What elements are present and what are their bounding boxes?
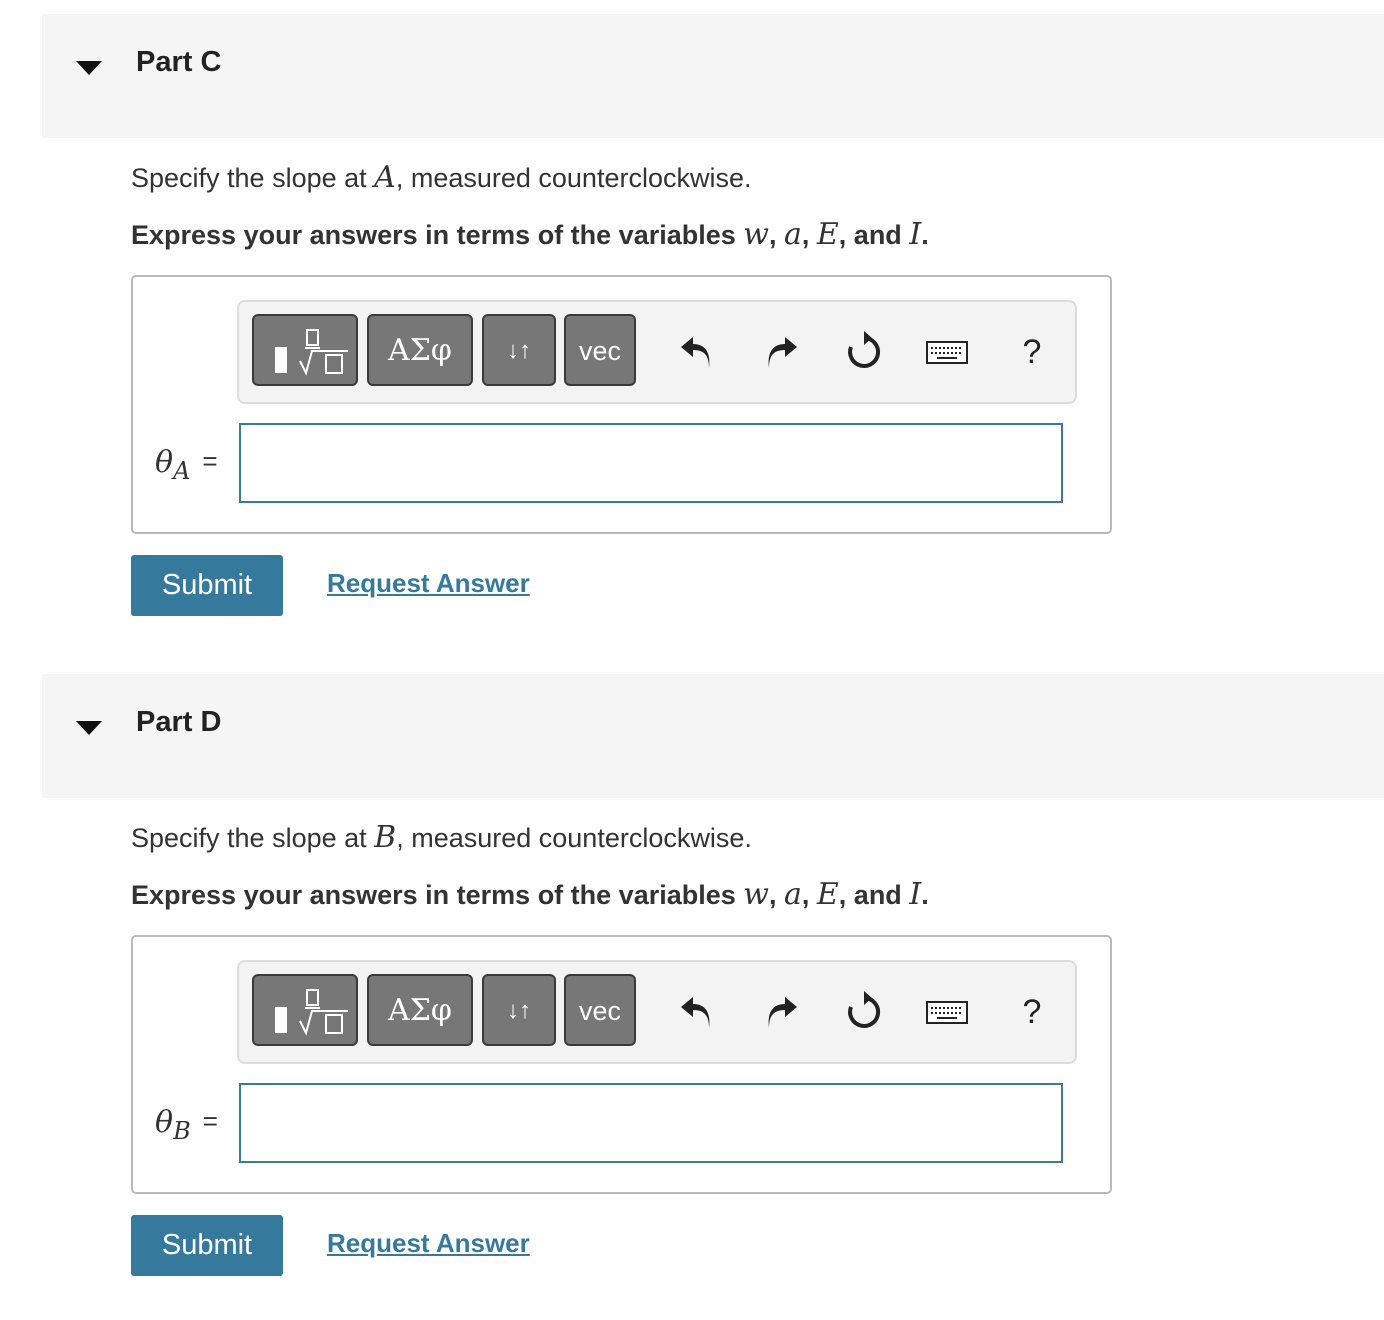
greek-symbols-button[interactable]: ΑΣφ <box>367 314 473 386</box>
answer-box <box>131 275 1112 534</box>
answer-label: $\theta_A$ = <box>155 445 218 485</box>
submit-button[interactable]: Submit <box>131 1215 283 1276</box>
part-header[interactable] <box>42 674 1384 798</box>
request-answer-link[interactable]: Request Answer <box>327 1228 530 1258</box>
answer-label: $\theta_B$ = <box>155 1105 218 1145</box>
collapse-caret-icon[interactable] <box>76 721 102 735</box>
keyboard-icon[interactable] <box>925 330 969 374</box>
greek-symbols-button[interactable]: ΑΣφ <box>367 974 473 1046</box>
part-header[interactable] <box>42 14 1384 138</box>
math-toolbar <box>237 300 1077 404</box>
submit-button[interactable]: Submit <box>131 555 283 616</box>
redo-icon[interactable] <box>759 330 803 374</box>
vec-button[interactable]: vec <box>564 974 636 1046</box>
undo-icon[interactable] <box>675 330 719 374</box>
keyboard-icon[interactable] <box>925 990 969 1034</box>
question-prompt: Specify the slope at B, measured counterclockwise. <box>131 820 752 855</box>
part-d <box>0 660 1384 1320</box>
collapse-caret-icon[interactable] <box>76 61 102 75</box>
answer-instructions: Express your answers in terms of the variables w, a, E, and I. <box>131 217 929 252</box>
templates-icon <box>260 317 362 385</box>
reset-icon[interactable] <box>842 990 886 1034</box>
answer-input[interactable] <box>239 1083 1063 1163</box>
undo-icon[interactable] <box>675 990 719 1034</box>
answer-input[interactable] <box>239 423 1063 503</box>
templates-button[interactable] <box>252 974 358 1046</box>
arrows-button[interactable]: ↓↑ <box>482 974 556 1046</box>
arrows-button[interactable]: ↓↑ <box>482 314 556 386</box>
reset-icon[interactable] <box>842 330 886 374</box>
redo-icon[interactable] <box>759 990 803 1034</box>
question-prompt: Specify the slope at A, measured counterclockwise. <box>131 160 752 195</box>
help-button[interactable]: ? <box>1022 993 1042 1031</box>
vec-button[interactable]: vec <box>564 314 636 386</box>
answer-instructions: Express your answers in terms of the variables w, a, E, and I. <box>131 877 929 912</box>
request-answer-link[interactable]: Request Answer <box>327 568 530 598</box>
math-toolbar <box>237 960 1077 1064</box>
help-button[interactable]: ? <box>1022 333 1042 371</box>
templates-icon <box>260 977 362 1045</box>
part-title: Part C <box>136 46 222 78</box>
answer-box <box>131 935 1112 1194</box>
templates-button[interactable] <box>252 314 358 386</box>
part-title: Part D <box>136 706 222 738</box>
